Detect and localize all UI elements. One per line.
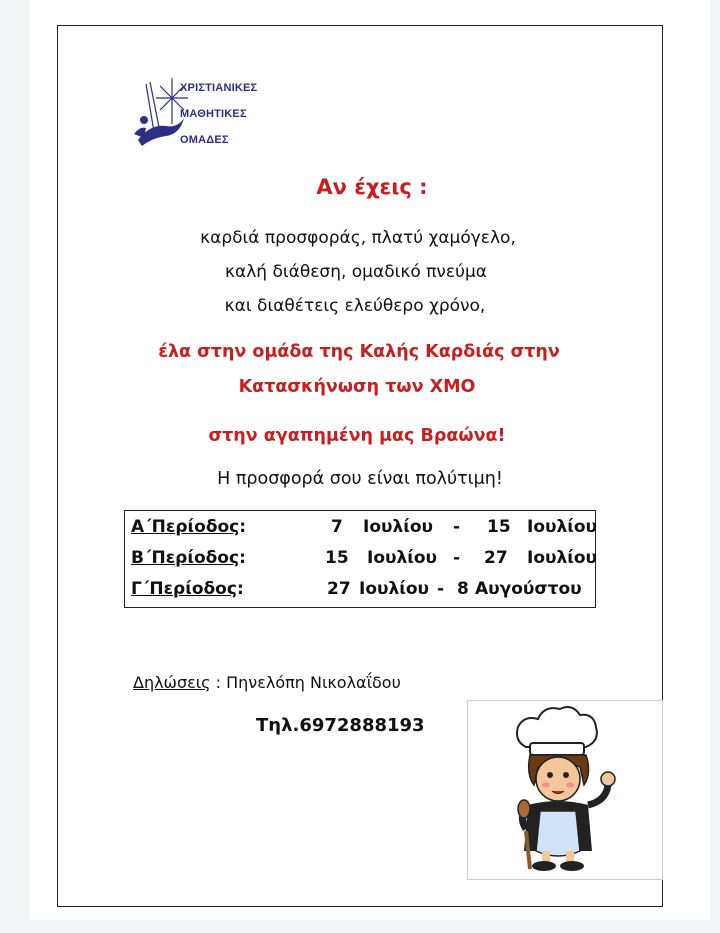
organization-logo bbox=[132, 70, 292, 150]
logo-line-2: ΜΑΘΗΤΙΚΕΣ bbox=[180, 108, 247, 120]
invite-line-3: στην αγαπημένη μας Βραώνα! bbox=[208, 426, 506, 446]
intro-line-3: και διαθέτεις ελεύθερο χρόνο, bbox=[224, 296, 486, 316]
period-colon: : bbox=[236, 579, 244, 599]
logo-line-1: ΧΡΙΣΤΙΑΝΙΚΕΣ bbox=[180, 82, 258, 94]
contact-separator: : bbox=[210, 673, 227, 692]
period-start-day: 15 bbox=[325, 548, 349, 568]
period-end-day: 27 bbox=[484, 548, 508, 568]
period-dash: - bbox=[437, 579, 445, 599]
period-row bbox=[131, 579, 593, 603]
offer-text: Η προσφορά σου είναι πολύτιμη! bbox=[217, 469, 503, 489]
intro-line-2: καλή διάθεση, ομαδικό πνεύμα bbox=[225, 262, 487, 282]
period-start-day: 7 bbox=[331, 517, 343, 537]
period-end-month: Αυγούστου bbox=[475, 579, 582, 599]
period-label: Α΄Περίοδος bbox=[131, 517, 240, 537]
invite-line-1: έλα στην ομάδα της Καλής Καρδιάς στην bbox=[158, 342, 560, 362]
contact-name: Πηνελόπη Νικολαΐδου bbox=[226, 673, 401, 692]
period-label: Γ΄Περίοδος bbox=[131, 579, 237, 599]
period-end-month: Ιουλίου bbox=[527, 517, 598, 537]
period-start-month: Ιουλίου bbox=[359, 579, 430, 599]
period-dash: - bbox=[453, 548, 461, 568]
period-colon: : bbox=[239, 517, 247, 537]
contact-label: Δηλώσεις bbox=[133, 673, 211, 692]
contact-phone: Τηλ.6972888193 bbox=[256, 715, 425, 736]
headline: Αν έχεις : bbox=[316, 175, 428, 199]
contact-line bbox=[133, 673, 401, 692]
period-row bbox=[131, 548, 598, 572]
period-start-month: Ιουλίου bbox=[367, 548, 438, 568]
chef-illustration bbox=[468, 701, 664, 881]
logo-line-3: ΟΜΑΔΕΣ bbox=[180, 134, 229, 146]
chef-illustration-frame bbox=[467, 700, 663, 880]
period-dash: - bbox=[453, 517, 461, 537]
period-start-day: 27 bbox=[327, 579, 351, 599]
period-end-day: 15 bbox=[487, 517, 511, 537]
intro-line-1: καρδιά προσφοράς, πλατύ χαμόγελο, bbox=[200, 228, 516, 248]
period-colon: : bbox=[239, 548, 246, 568]
invite-line-2: Κατασκήνωση των ΧΜΟ bbox=[238, 377, 476, 397]
period-end-month: Ιουλίου bbox=[527, 548, 598, 568]
period-end-day: 8 bbox=[457, 579, 469, 599]
period-label: Β΄Περίοδος bbox=[131, 548, 240, 568]
period-start-month: Ιουλίου bbox=[363, 517, 434, 537]
period-row bbox=[131, 517, 598, 541]
periods-table bbox=[124, 510, 596, 608]
